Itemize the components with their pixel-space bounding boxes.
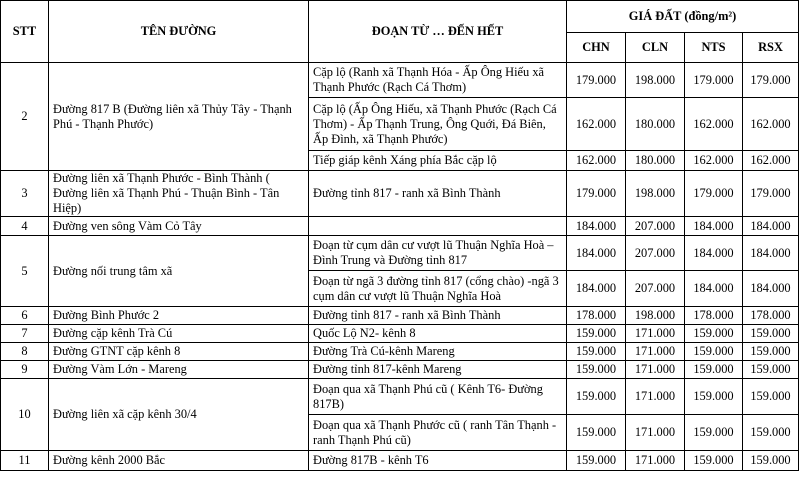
cell-price-rsx: 178.000 [743, 307, 799, 325]
cell-price-rsx: 184.000 [743, 236, 799, 271]
cell-stt: 8 [1, 343, 49, 361]
table-row [1, 343, 799, 361]
cell-price-cln: 198.000 [626, 63, 685, 98]
cell-price-chn: 184.000 [567, 236, 626, 271]
cell-stt: 7 [1, 325, 49, 343]
header-rsx: RSX [743, 33, 799, 63]
cell-segment: Đoạn từ cụm dân cư vượt lũ Thuận Nghĩa Hoà – Đình Trung và Đường tỉnh 817 [309, 236, 567, 271]
cell-price-chn: 159.000 [567, 325, 626, 343]
cell-segment: Quốc Lộ N2- kênh 8 [309, 325, 567, 343]
cell-segment: Đoạn qua xã Thạnh Phước cũ ( ranh Tân Thạnh - ranh Thạnh Phú cũ) [309, 415, 567, 451]
cell-price-rsx: 159.000 [743, 415, 799, 451]
cell-price-cln: 207.000 [626, 217, 685, 236]
cell-price-chn: 162.000 [567, 98, 626, 151]
cell-price-chn: 159.000 [567, 361, 626, 379]
cell-price-rsx: 159.000 [743, 379, 799, 415]
cell-segment: Đường 817B - kênh T6 [309, 451, 567, 471]
cell-street-name: Đường liên xã Thạnh Phước - Bình Thành ( Đường liên xã Thạnh Phú - Thuận Bình - Tân Hiệp) [49, 171, 309, 217]
cell-price-rsx: 179.000 [743, 63, 799, 98]
cell-stt: 3 [1, 171, 49, 217]
cell-price-nts: 159.000 [685, 343, 743, 361]
cell-street-name: Đường ven sông Vàm Cỏ Tây [49, 217, 309, 236]
cell-price-cln: 171.000 [626, 343, 685, 361]
cell-segment: Đoạn qua xã Thạnh Phú cũ ( Kênh T6- Đường 817B) [309, 379, 567, 415]
header-cln: CLN [626, 33, 685, 63]
cell-street-name: Đường GTNT cặp kênh 8 [49, 343, 309, 361]
cell-street-name: Đường Vàm Lớn - Mareng [49, 361, 309, 379]
cell-price-chn: 184.000 [567, 271, 626, 307]
cell-price-rsx: 162.000 [743, 98, 799, 151]
header-nts: NTS [685, 33, 743, 63]
cell-price-nts: 162.000 [685, 98, 743, 151]
cell-street-name: Đường 817 B (Đường liên xã Thủy Tây - Thạnh Phú - Thạnh Phước) [49, 63, 309, 171]
cell-price-nts: 162.000 [685, 151, 743, 171]
table-row [1, 217, 799, 236]
cell-price-rsx: 184.000 [743, 217, 799, 236]
cell-stt: 6 [1, 307, 49, 325]
cell-segment: Đường tỉnh 817 - ranh xã Bình Thành [309, 171, 567, 217]
table-row [1, 307, 799, 325]
cell-street-name: Đường Bình Phước 2 [49, 307, 309, 325]
cell-price-cln: 180.000 [626, 98, 685, 151]
table-row [1, 379, 799, 415]
cell-price-chn: 184.000 [567, 217, 626, 236]
cell-price-nts: 159.000 [685, 379, 743, 415]
table-row [1, 236, 799, 271]
cell-price-nts: 159.000 [685, 361, 743, 379]
cell-stt: 5 [1, 236, 49, 307]
cell-segment: Đoạn từ ngã 3 đường tỉnh 817 (cổng chào) -ngã 3 cụm dân cư vượt lũ Thuận Nghĩa Hoà [309, 271, 567, 307]
cell-segment: Cặp lộ (Ấp Ông Hiếu, xã Thạnh Phước (Rạch Cá Thơm) - Ấp Thạnh Trung, Ông Quới, Đá Biên, Ấp Đình, xã Thạnh Phước) [309, 98, 567, 151]
cell-price-chn: 178.000 [567, 307, 626, 325]
cell-price-chn: 159.000 [567, 379, 626, 415]
cell-price-rsx: 184.000 [743, 271, 799, 307]
cell-price-rsx: 159.000 [743, 343, 799, 361]
cell-price-rsx: 159.000 [743, 325, 799, 343]
cell-price-rsx: 159.000 [743, 451, 799, 471]
header-street-name: TÊN ĐƯỜNG [49, 1, 309, 63]
cell-price-rsx: 162.000 [743, 151, 799, 171]
cell-street-name: Đường nối trung tâm xã [49, 236, 309, 307]
cell-price-cln: 171.000 [626, 379, 685, 415]
cell-stt: 10 [1, 379, 49, 451]
table-row [1, 451, 799, 471]
cell-price-cln: 171.000 [626, 361, 685, 379]
cell-stt: 4 [1, 217, 49, 236]
cell-price-chn: 179.000 [567, 171, 626, 217]
cell-price-nts: 184.000 [685, 236, 743, 271]
cell-price-cln: 198.000 [626, 171, 685, 217]
cell-segment: Đường tỉnh 817 - ranh xã Bình Thành [309, 307, 567, 325]
cell-price-cln: 180.000 [626, 151, 685, 171]
cell-price-rsx: 159.000 [743, 361, 799, 379]
header-stt: STT [1, 1, 49, 63]
cell-segment [309, 217, 567, 236]
cell-price-nts: 159.000 [685, 415, 743, 451]
cell-price-nts: 184.000 [685, 271, 743, 307]
cell-price-cln: 198.000 [626, 307, 685, 325]
cell-price-cln: 171.000 [626, 451, 685, 471]
table-row [1, 63, 799, 98]
table-row [1, 361, 799, 379]
cell-segment: Cặp lộ (Ranh xã Thạnh Hóa - Ấp Ông Hiếu xã Thạnh Phước (Rạch Cá Thơm) [309, 63, 567, 98]
cell-price-nts: 178.000 [685, 307, 743, 325]
header-chn: CHN [567, 33, 626, 63]
cell-price-chn: 179.000 [567, 63, 626, 98]
header-segment: ĐOẠN TỪ … ĐẾN HẾT [309, 1, 567, 63]
cell-stt: 2 [1, 63, 49, 171]
cell-price-nts: 184.000 [685, 217, 743, 236]
cell-price-cln: 207.000 [626, 236, 685, 271]
cell-price-cln: 171.000 [626, 325, 685, 343]
cell-stt: 9 [1, 361, 49, 379]
cell-price-cln: 171.000 [626, 415, 685, 451]
cell-price-nts: 179.000 [685, 63, 743, 98]
cell-price-nts: 159.000 [685, 451, 743, 471]
cell-price-rsx: 179.000 [743, 171, 799, 217]
cell-price-cln: 207.000 [626, 271, 685, 307]
cell-segment: Tiếp giáp kênh Xáng phía Bắc cặp lộ [309, 151, 567, 171]
cell-price-chn: 159.000 [567, 415, 626, 451]
cell-price-chn: 159.000 [567, 451, 626, 471]
cell-street-name: Đường liên xã cặp kênh 30/4 [49, 379, 309, 451]
cell-price-nts: 179.000 [685, 171, 743, 217]
cell-price-nts: 159.000 [685, 325, 743, 343]
header-land-price: GIÁ ĐẤT (đồng/m²) [567, 1, 799, 33]
table-row [1, 171, 799, 217]
table-row [1, 325, 799, 343]
cell-street-name: Đường cặp kênh Trà Cú [49, 325, 309, 343]
cell-stt: 11 [1, 451, 49, 471]
cell-price-chn: 162.000 [567, 151, 626, 171]
cell-segment: Đường tỉnh 817-kênh Mareng [309, 361, 567, 379]
table-body [1, 63, 799, 471]
cell-price-chn: 159.000 [567, 343, 626, 361]
cell-segment: Đường Trà Cú-kênh Mareng [309, 343, 567, 361]
cell-street-name: Đường kênh 2000 Bắc [49, 451, 309, 471]
